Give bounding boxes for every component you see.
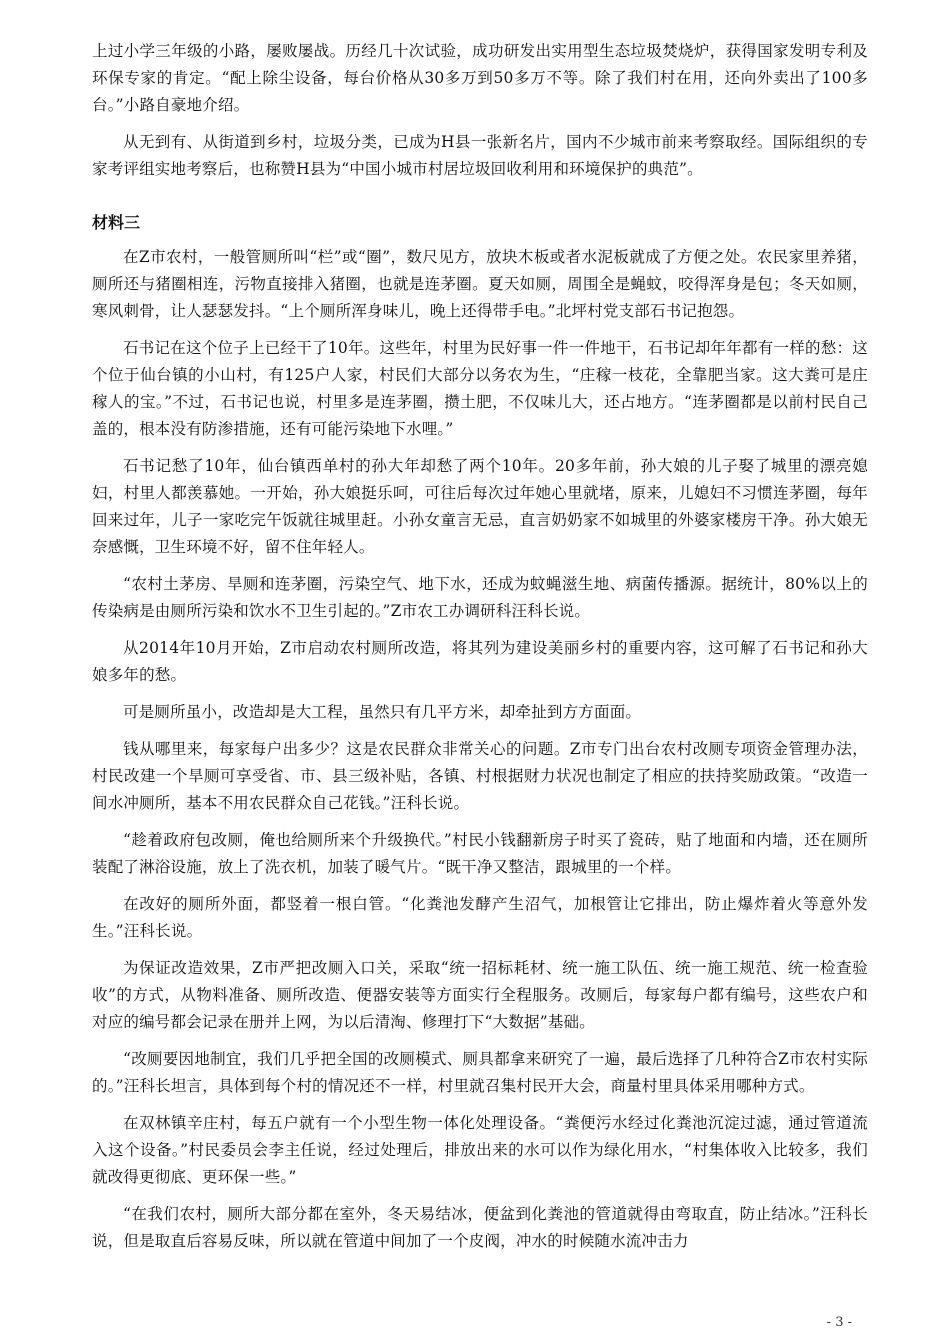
paragraph: “在我们农村，厕所大部分都在室外，冬天易结冰，便盆到化粪池的管道就得由弯取直，防止结冰。”汪科长说，但是取直后容易反味，所以就在管道中间加了一个皮阀，冲水的时候随水流冲击力: [92, 1205, 868, 1250]
paragraph: 在Z市农村，一般管厕所叫“栏”或“圈”，数尺见方，放块木板或者水泥板就成了方便之处。农民家里养猪，厕所还与猪圈相连，污物直接排入猪圈，也就是连茅圈。夏天如厕，周围全是蝇蚊，咬得浑身是包；冬天如厕，寒风刺骨，让人瑟瑟发抖。“上个厕所浑身味儿，晚上还得带手电。”北坪村党支部石书记抱怨。: [92, 248, 868, 320]
paragraph: 为保证改造效果，Z市严把改厕入口关，采取“统一招标耗材、统一施工队伍、统一施工规范、统一检查验收”的方式，从物料准备、厕所改造、便器安装等方面实行全程服务。改厕后，每家每户都有编号，这些农户和对应的编号都会记录在册并上网，为以后清淘、修理打下“大数据”基础。: [92, 959, 868, 1031]
paragraph: “趁着政府包改厕，俺也给厕所来个升级换代。”村民小钱翻新房子时买了瓷砖，贴了地面和内墙，还在厕所装配了淋浴设施，放上了洗衣机，加装了暖气片。“既干净又整洁，跟城里的一个样。: [92, 831, 868, 876]
section-heading-material-3: 材料三: [92, 213, 141, 232]
paragraph: 从2014年10月开始，Z市启动农村厕所改造，将其列为建设美丽乡村的重要内容，这可解了石书记和孙大娘多年的愁。: [92, 639, 868, 684]
paragraph: “农村土茅房、旱厕和连茅圈，污染空气、地下水，还成为蚊蝇滋生地、病菌传播源。据统计，80%以上的传染病是由厕所污染和饮水不卫生引起的。”Z市农工办调研科汪科长说。: [92, 575, 868, 620]
paragraph: 可是厕所虽小，改造却是大工程，虽然只有几平方米，却牵扯到方方面面。: [123, 703, 642, 721]
paragraph-intro-1: 上过小学三年级的小路，屡败屡战。历经几十次试验，成功研发出实用型生态垃圾焚烧炉，获得国家发明专利及环保专家的肯定。“配上除尘设备，每台价格从30多万到50多万不等。除了我们村在用，还向外卖出了100多台。”小路自豪地介绍。: [92, 42, 868, 114]
document-body: [92, 38, 868, 1265]
paragraph: “改厕要因地制宜，我们几乎把全国的改厕模式、厕具都拿来研究了一遍，最后选择了几种符合Z市农村实际的。”汪科长坦言，具体到每个村的情况还不一样，村里就召集村民开大会，商量村里具体采用哪种方式。: [92, 1050, 868, 1095]
paragraph-intro-2: 从无到有、从街道到乡村，垃圾分类，已成为H县一张新名片，国内不少城市前来考察取经。国际组织的专家考评组实地考察后，也称赞H县为“中国小城市村居垃圾回收利用和环境保护的典范”。: [92, 133, 868, 178]
paragraph: 在改好的厕所外面，都竖着一根白管。“化粪池发酵产生沼气，加根管让它排出，防止爆炸着火等意外发生。”汪科长说。: [92, 895, 868, 940]
paragraph: 在双林镇辛庄村，每五户就有一个小型生物一体化处理设备。“粪便污水经过化粪池沉淀过滤，通过管道流入这个设备。”村民委员会李主任说，经过处理后，排放出来的水可以作为绿化用水，“村集体收入比较多，我们就改得更彻底、更环保一些。”: [92, 1114, 868, 1186]
paragraph: 石书记愁了10年，仙台镇西单村的孙大年却愁了两个10年。20多年前，孙大娘的儿子娶了城里的漂亮媳妇，村里人都羡慕她。一开始，孙大娘挺乐呵，可往后每次过年她心里就堵，原来，儿媳妇不习惯连茅圈，每年回来过年，儿子一家吃完午饭就往城里赶。小孙女童言无忌，直言奶奶家不如城里的外婆家楼房干净。孙大娘无奈感慨，卫生环境不好，留不住年轻人。: [92, 457, 868, 556]
paragraph: 钱从哪里来，每家每户出多少？这是农民群众非常关心的问题。Z市专门出台农村改厕专项资金管理办法，村民改建一个旱厕可享受省、市、县三级补贴，各镇、村根据财力状况也制定了相应的扶持奖励政策。“改造一间水冲厕所，基本不用农民群众自己花钱。”汪科长说。: [92, 740, 868, 812]
page-number: - 3 -: [826, 1315, 852, 1330]
paragraph: 石书记在这个位子上已经干了10年。这些年，村里为民好事一件一件地干，石书记却年年都有一样的愁：这个位于仙台镇的小山村，有125户人家，村民们大部分以务农为生，“庄稼一枝花，全靠肥当家。这大粪可是庄稼人的宝。”不过，石书记也说，村里多是连茅圈，攒土肥，不仅味儿大，还占地方。“连茅圈都是以前村民自己盖的，根本没有防渗措施，还有可能污染地下水哩。”: [92, 339, 868, 438]
